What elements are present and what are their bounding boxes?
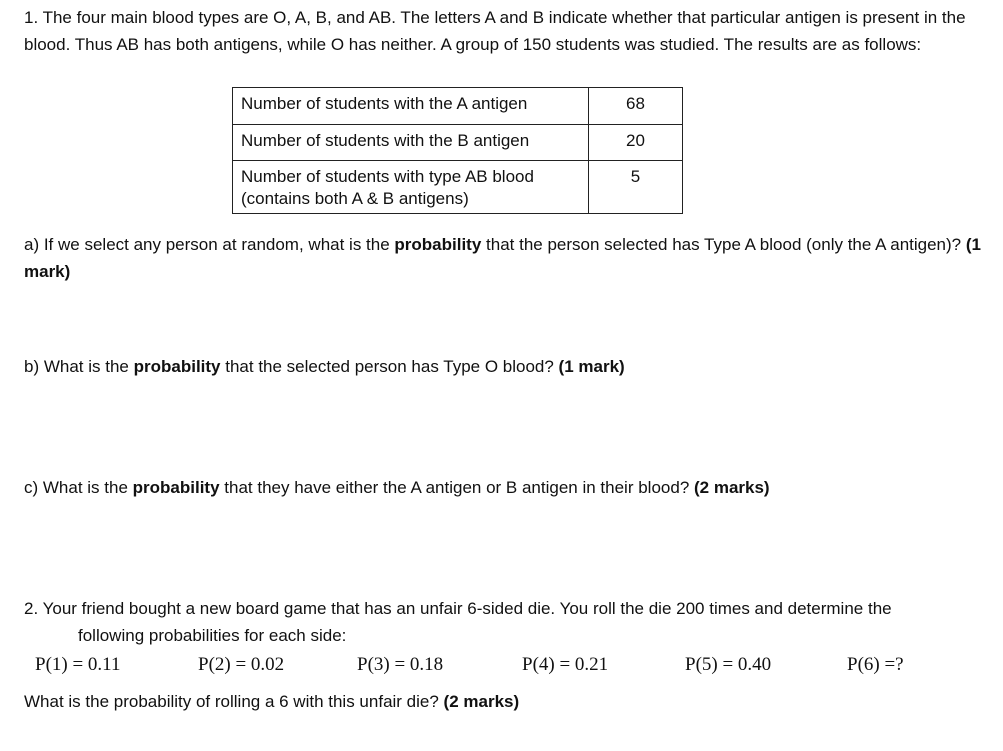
table-row (233, 125, 683, 161)
question-marks: (1 mark) (24, 235, 981, 281)
probability-value: P(2) = 0.02 (198, 654, 285, 675)
table-row (233, 88, 683, 125)
table-cell-value: 5 (589, 161, 683, 214)
label-line: (contains both A & B antigens) (241, 189, 469, 208)
label-line: Number of students with type AB blood (241, 167, 534, 186)
antigen-table (232, 87, 683, 214)
question-keyword: probability (132, 478, 220, 497)
question-marks: (2 marks) (443, 692, 520, 711)
question-keyword: probability (133, 357, 221, 376)
question-b (24, 353, 989, 380)
question-text: a) If we select any person at random, what is the (24, 235, 395, 254)
probability-list (0, 654, 1003, 682)
question-2-ask (24, 688, 989, 715)
question-marks: (1 mark) (558, 357, 625, 376)
question-1-intro: 1. The four main blood types are O, A, B, and AB. The letters A and B indicate whether that particular antigen is present in the blood. Thus AB has both antigens, while O has neither. A group of 150 students was studied. The results are as follows: (24, 8, 966, 54)
table-cell-value: 20 (589, 125, 683, 161)
probability-value: P(1) = 0.11 (35, 654, 121, 675)
question-text: that they have either the A antigen or B antigen in their blood? (219, 478, 694, 497)
probability-value: P(5) = 0.40 (685, 654, 772, 675)
question-keyword: probability (394, 235, 482, 254)
question-text: b) What is the (24, 357, 134, 376)
question-a (24, 231, 989, 285)
table-row (233, 161, 683, 214)
question-text: What is the probability of rolling a 6 with this unfair die? (24, 692, 444, 711)
question-marks: (2 marks) (694, 478, 770, 497)
question-text: 2. Your friend bought a new board game that has an unfair 6-sided die. You roll the die 200 times and determine the (24, 599, 892, 618)
table-cell-label: Number of students with the B antigen (233, 125, 589, 161)
question-c (24, 474, 989, 501)
question-text: following probabilities for each side: (78, 626, 347, 645)
question-text: that the person selected has Type A blood (only the A antigen)? (481, 235, 966, 254)
probability-value: P(6) =? (847, 654, 904, 675)
probability-value: P(3) = 0.18 (357, 654, 444, 675)
question-text: that the selected person has Type O blood? (220, 357, 559, 376)
question-2-intro (24, 595, 989, 649)
table-cell-label (233, 161, 589, 214)
table-cell-label: Number of students with the A antigen (233, 88, 589, 125)
probability-value: P(4) = 0.21 (522, 654, 609, 675)
table-cell-value: 68 (589, 88, 683, 125)
question-text: c) What is the (24, 478, 133, 497)
